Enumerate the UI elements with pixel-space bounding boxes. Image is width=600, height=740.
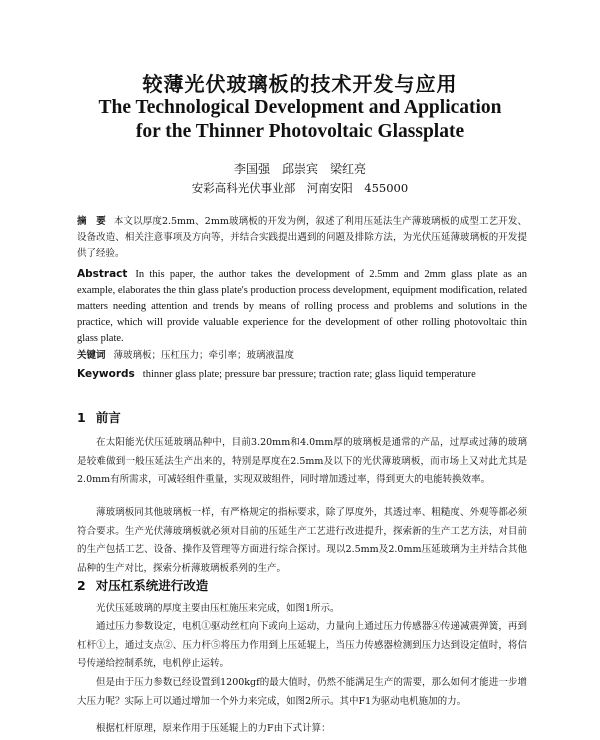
section-2-paragraph-3: 但是由于压力参数已经设置到1200kgf的最大值时，仍然不能满足生产的需要，那么如何才能进一步增大压力呢？实际上可以通过增加一个外力来完成，如图2所示。其中F1为驱动电机施加的力。 xyxy=(77,677,527,707)
keywords-english-text: thinner glass plate; pressure bar pressure; traction rate; glass liquid temperature xyxy=(142,369,476,380)
section-2-paragraph-4: 根据杠杆原理，原来作用于压延辊上的力F由下式计算： xyxy=(96,723,331,734)
keywords-chinese xyxy=(77,348,527,364)
keywords-english xyxy=(77,366,527,383)
title-english-line1: The Technological Development and Application xyxy=(98,97,502,118)
section-2-title: 对压杠系统进行改造 xyxy=(95,578,209,593)
affiliation: 安彩高科光伏事业部 河南安阳 455000 xyxy=(191,181,409,195)
abstract-chinese-text: 本文以厚度2.5mm、2mm玻璃板的开发为例，叙述了利用压延法生产薄玻璃板的成型工艺开发、设备改造、相关注意事项及方向等，并结合实践提出遇到的问题及排除方法，为光伏压延薄玻璃板的开发提供了经验。 xyxy=(77,216,527,259)
abstract-chinese-label: 摘 要 xyxy=(77,216,106,227)
section-1-title: 前言 xyxy=(95,410,121,425)
keywords-english-label: Keywords xyxy=(77,368,135,380)
section-1-paragraph-1: 在太阳能光伏压延玻璃品种中，目前3.20mm和4.0mm厚的玻璃板是通常的产品，过厚或过薄的玻璃是较难做到一般压延法生产出来的，特别是厚度在2.5mm及以下的光伏薄玻璃板，而市场上又对此尤其是2.0mm有所需求，可减轻组件重量，实现双玻组件，同时增加透过率，得到更大的电能转换效率。 xyxy=(77,437,527,485)
section-2-number: 2 xyxy=(77,578,86,593)
title-chinese: 较薄光伏玻璃板的技术开发与应用 xyxy=(142,72,458,96)
abstract-english-label: Abstract xyxy=(77,268,128,280)
section-2-heading xyxy=(77,576,527,594)
section-1-paragraph-2: 薄玻璃板同其他玻璃板一样，有严格规定的指标要求，除了厚度外，其透过率、粗糙度、外观等都必须符合要求。生产光伏薄玻璃板就必须对目前的压延生产工艺进行改进提升，探索新的生产工艺方法，对目前的生产包括工艺、设备、操作及管理等方面进行综合探讨。现以2.5mm及2.0mm压延玻璃为主并结合其他品种的生产对比，探索分析薄玻璃板系列的生产。 xyxy=(77,507,527,574)
abstract-english-text: In this paper, the author takes the development of 2.5mm and 2mm glass plate as an example, elaborates the thin glass plate's production process development, equipment modification, related matters needing attention and trends by means of rolling process and problems and solutions in the practice, which will provide valuable experience for the development of other rolling photovoltaic thin glass plate. xyxy=(77,269,527,344)
section-2-paragraph-2: 通过压力参数设定，电机①驱动丝杠向下或向上运动，力量向上通过压力传感器④传递减震弹簧，再到杠杆①上，通过支点②、压力杆⑤将压力作用到上压延辊上，当压力传感器检测到压力达到设定值时，将信号传递给控制系统，电机停止运转。 xyxy=(77,621,527,669)
section-1-heading xyxy=(77,408,527,426)
authors: 李国强 邱崇宾 梁红亮 xyxy=(233,162,366,176)
keywords-chinese-label: 关键词 xyxy=(77,350,106,361)
section-1-number: 1 xyxy=(77,410,86,425)
title-english-line2: for the Thinner Photovoltaic Glassplate xyxy=(135,121,465,142)
abstract-chinese xyxy=(77,214,527,262)
keywords-chinese-text: 薄玻璃板；压杠压力；牵引率；玻璃液温度 xyxy=(113,350,295,361)
section-2-paragraph-1: 光伏压延玻璃的厚度主要由压杠施压来完成，如图1所示。 xyxy=(96,603,340,614)
abstract-english xyxy=(77,266,527,347)
